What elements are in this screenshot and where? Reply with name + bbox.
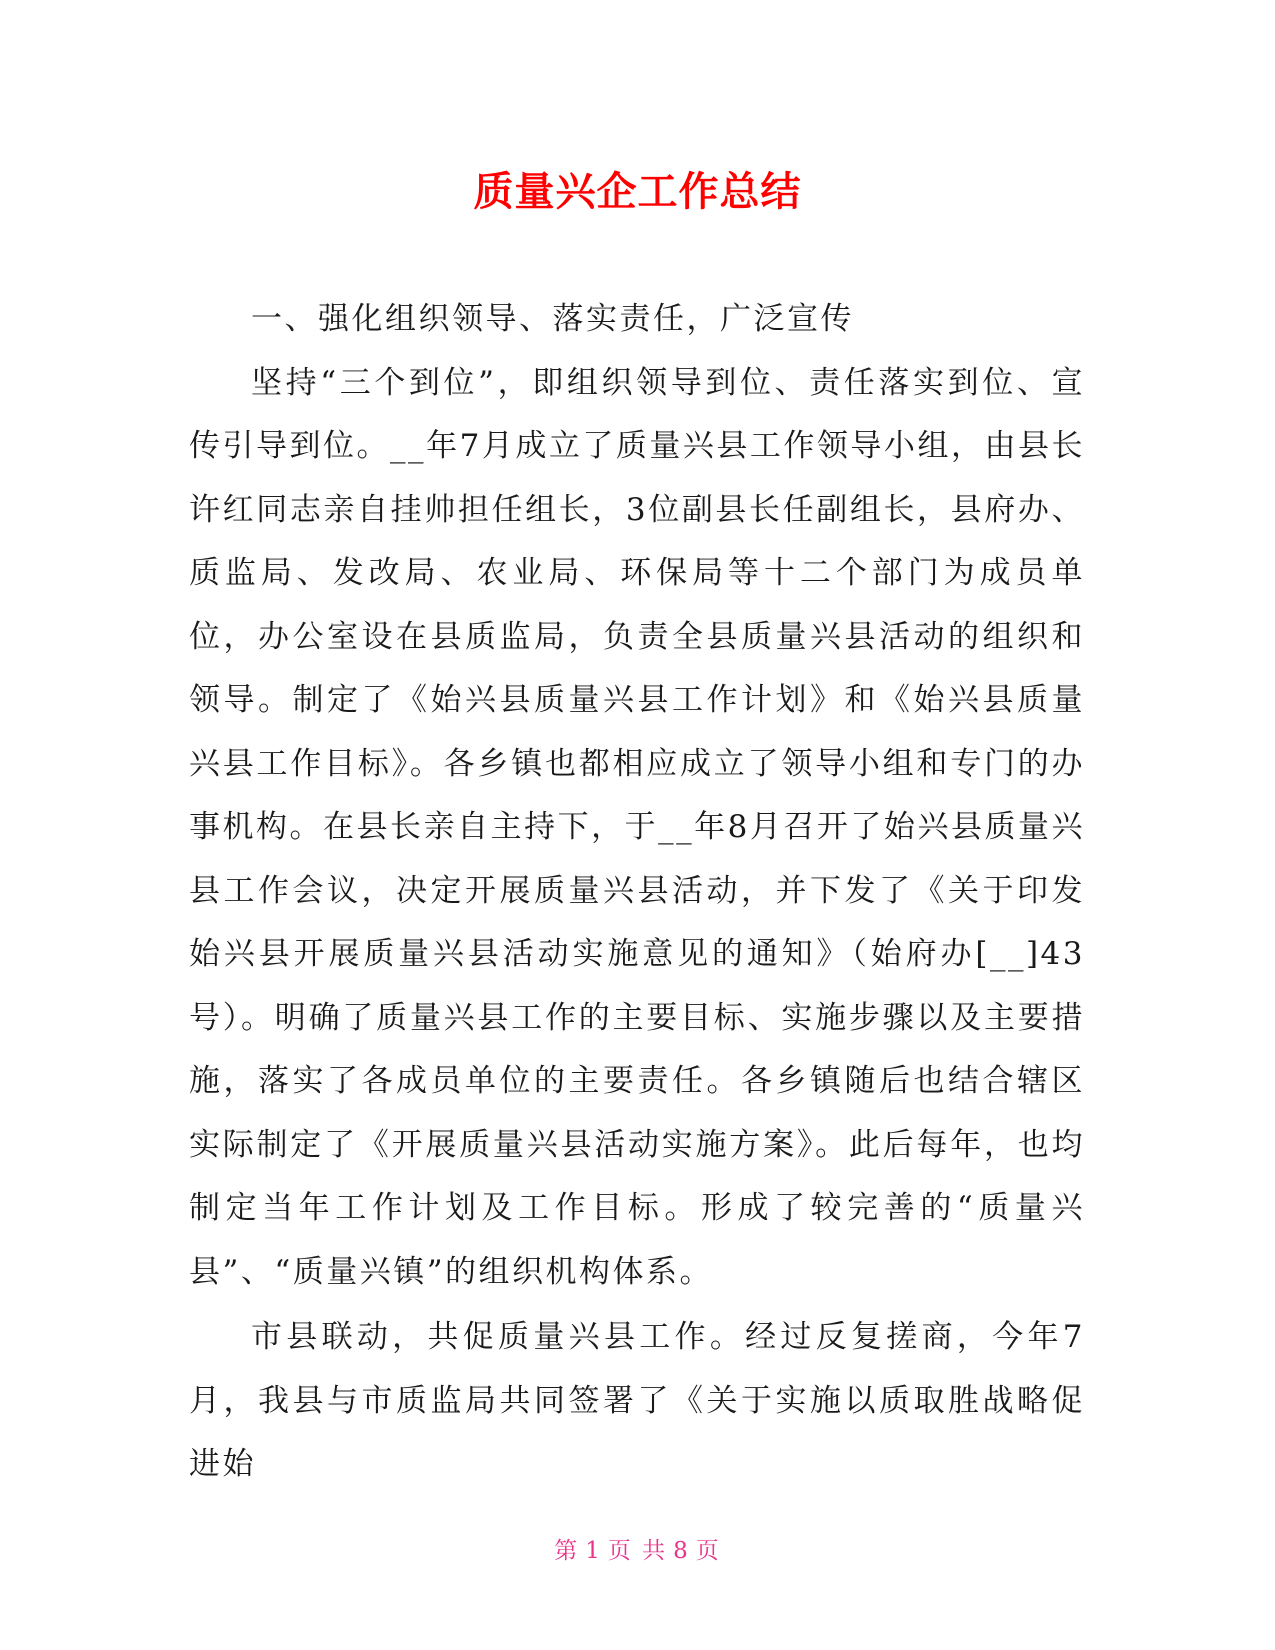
section-heading: 一、强化组织领导、落实责任，广泛宣传 (251, 301, 854, 337)
page-footer (0, 1532, 1275, 1565)
footer-middle: 页 共 (607, 1538, 668, 1564)
document-body (189, 288, 1085, 1497)
body-paragraph: 坚持“三个到位”，即组织领导到位、责任落实到位、宣传引导到位。__年7月成立了质量兴县工作领导小组，由县长许红同志亲自挂帅担任组长，3位副县长任副组长，县府办、质监局、发改局、农业局、环保局等十二个部门为成员单位，办公室设在县质监局，负责全县质量兴县活动的组织和领导。制定了《始兴县质量兴县工作计划》和《始兴县质量兴县工作目标》。各乡镇也都相应成立了领导小组和专门的办事机构。在县长亲自主持下，于__年8月召开了始兴县质量兴县工作会议，决定开展质量兴县活动，并下发了《关于印发始兴县开展质量兴县活动实施意见的通知》（始府办[__]43号）。明确了质量兴县工作的主要目标、实施步骤以及主要措施，落实了各成员单位的主要责任。各乡镇随后也结合辖区实际制定了《开展质量兴县活动实施方案》。此后每年，也均制定当年工作计划及工作目标。形成了较完善的“质量兴县”、“质量兴镇”的组织机构体系。 (189, 364, 1085, 1290)
footer-prefix: 第 (554, 1538, 580, 1564)
total-pages-number: 8 (673, 1538, 690, 1564)
current-page-number: 1 (585, 1538, 602, 1564)
body-paragraph: 市县联动，共促质量兴县工作。经过反复搓商，今年7月，我县与市质监局共同签署了《关于实施以质取胜战略促进始 (189, 1319, 1085, 1482)
footer-suffix: 页 (695, 1538, 721, 1564)
document-title: 质量兴企工作总结 (473, 169, 802, 215)
